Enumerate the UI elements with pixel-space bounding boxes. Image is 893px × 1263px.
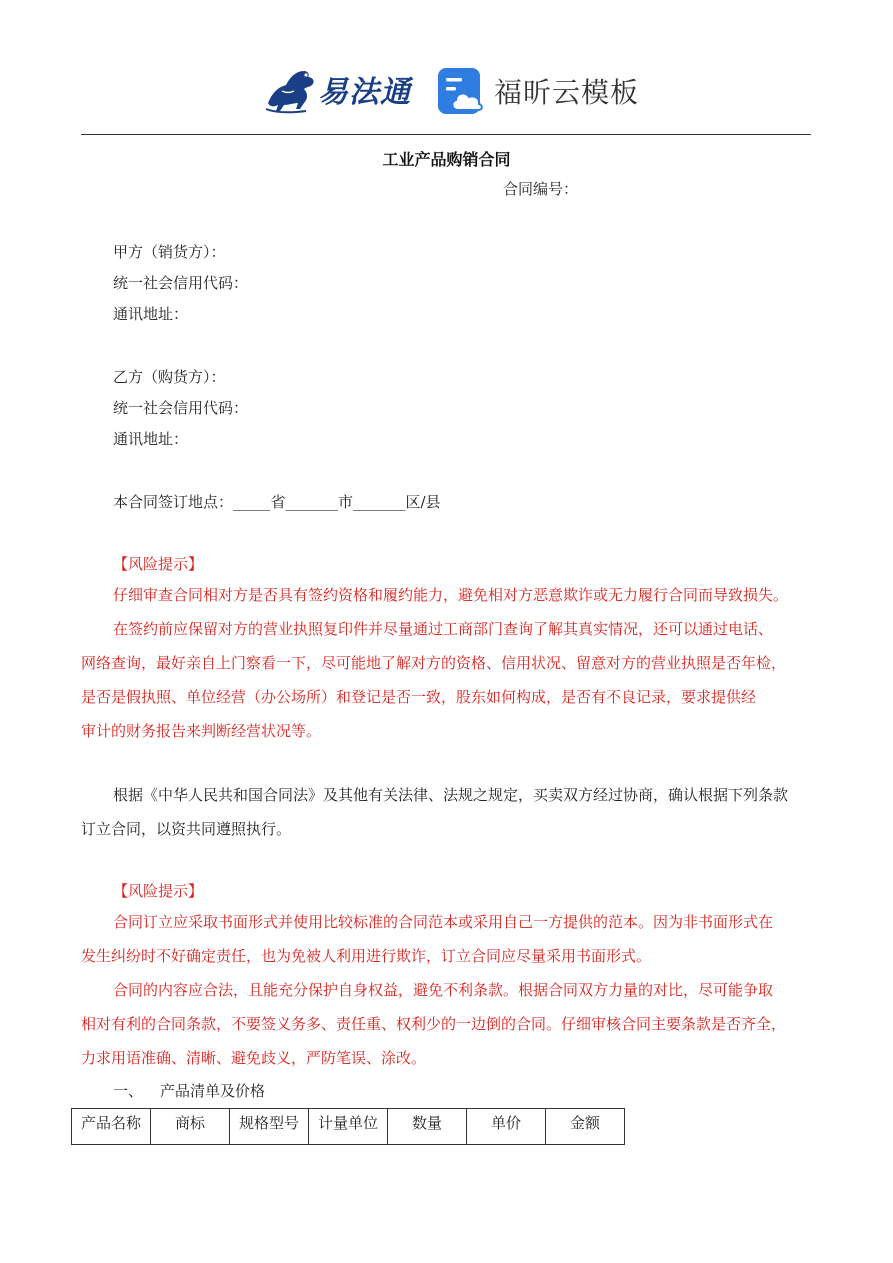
contract-number-label: 合同编号： (503, 180, 579, 198)
table-header-row (72, 1109, 625, 1145)
risk-tip-line: 力求用语准确、清晰、避免歧义，严防笔误、涂改。 (81, 1049, 427, 1067)
product-price-table (71, 1108, 625, 1145)
party-a-credit-code-label: 统一社会信用代码： (113, 274, 249, 292)
table-header-cell: 单价 (467, 1109, 546, 1145)
section-number: 一、 (113, 1082, 144, 1100)
yifatong-logo-text: 易法通 (318, 75, 411, 110)
risk-tip-line: 相对有利的合同条款，不要签义务多、责任重、权利少的一边倒的合同。仔细审核合同主要条款是否齐全， (81, 1015, 787, 1033)
table-header-cell: 规格型号 (230, 1109, 309, 1145)
signing-place: 本合同签订地点：_____省_______市_______区/县 (113, 493, 441, 511)
risk-tip-line: 网络查询，最好亲自上门察看一下，尽可能地了解对方的资格、信用状况、留意对方的营业执照是否年检， (81, 654, 787, 672)
risk-tip-line: 审计的财务报告来判断经营状况等。 (81, 722, 322, 740)
header-divider (81, 134, 811, 135)
table-header-cell: 计量单位 (309, 1109, 388, 1145)
risk-tip-line: 是否是假执照、单位经营（办公场所）和登记是否一致，股东如何构成，是否有不良记录，要求提供经 (81, 688, 757, 706)
section-title: 产品清单及价格 (160, 1082, 266, 1100)
yifatong-logo (262, 63, 411, 115)
risk-tip-line: 合同的内容应合法，且能充分保护自身权益，避免不利条款。根据合同双方力量的对比，尽可能争取 (113, 981, 774, 999)
risk-tip-heading: 【风险提示】 (113, 882, 204, 900)
foxit-cloud-logo (436, 65, 639, 117)
legal-basis-line: 订立合同，以资共同遵照执行。 (81, 820, 292, 838)
party-b-credit-code-label: 统一社会信用代码： (113, 399, 249, 417)
cloud-document-logo-icon (436, 66, 486, 116)
risk-tip-heading: 【风险提示】 (113, 555, 204, 573)
risk-tip-line: 发生纠纷时不好确定责任，也为免被人利用进行欺诈，订立合同应尽量采用书面形式。 (81, 947, 652, 965)
party-a-address-label: 通讯地址： (113, 305, 189, 323)
table-header-cell: 产品名称 (72, 1109, 151, 1145)
party-a-name-label: 甲方（销货方）： (113, 243, 226, 261)
qilin-logo-icon (262, 63, 322, 115)
table-header-cell: 数量 (388, 1109, 467, 1145)
risk-tip-line: 仔细审查合同相对方是否具有签约资格和履约能力，避免相对方恶意欺诈或无力履行合同而导致损失。 (113, 586, 789, 604)
risk-tip-line: 合同订立应采取书面形式并使用比较标准的合同范本或采用自己一方提供的范本。因为非书面形式在 (113, 913, 774, 931)
table-header-cell: 金额 (546, 1109, 625, 1145)
page-header (0, 0, 893, 136)
party-b-name-label: 乙方（购货方）： (113, 368, 226, 386)
legal-basis-line: 根据《中华人民共和国合同法》及其他有关法律、法规之规定，买卖双方经过协商，确认根据下列条款 (113, 786, 789, 804)
party-b-address-label: 通讯地址： (113, 430, 189, 448)
foxit-cloud-logo-text: 福昕云模板 (494, 76, 640, 109)
table-header-cell: 商标 (151, 1109, 230, 1145)
contract-title: 工业产品购销合同 (382, 150, 511, 169)
risk-tip-line: 在签约前应保留对方的营业执照复印件并尽量通过工商部门查询了解其真实情况，还可以通过电话、 (113, 620, 774, 638)
